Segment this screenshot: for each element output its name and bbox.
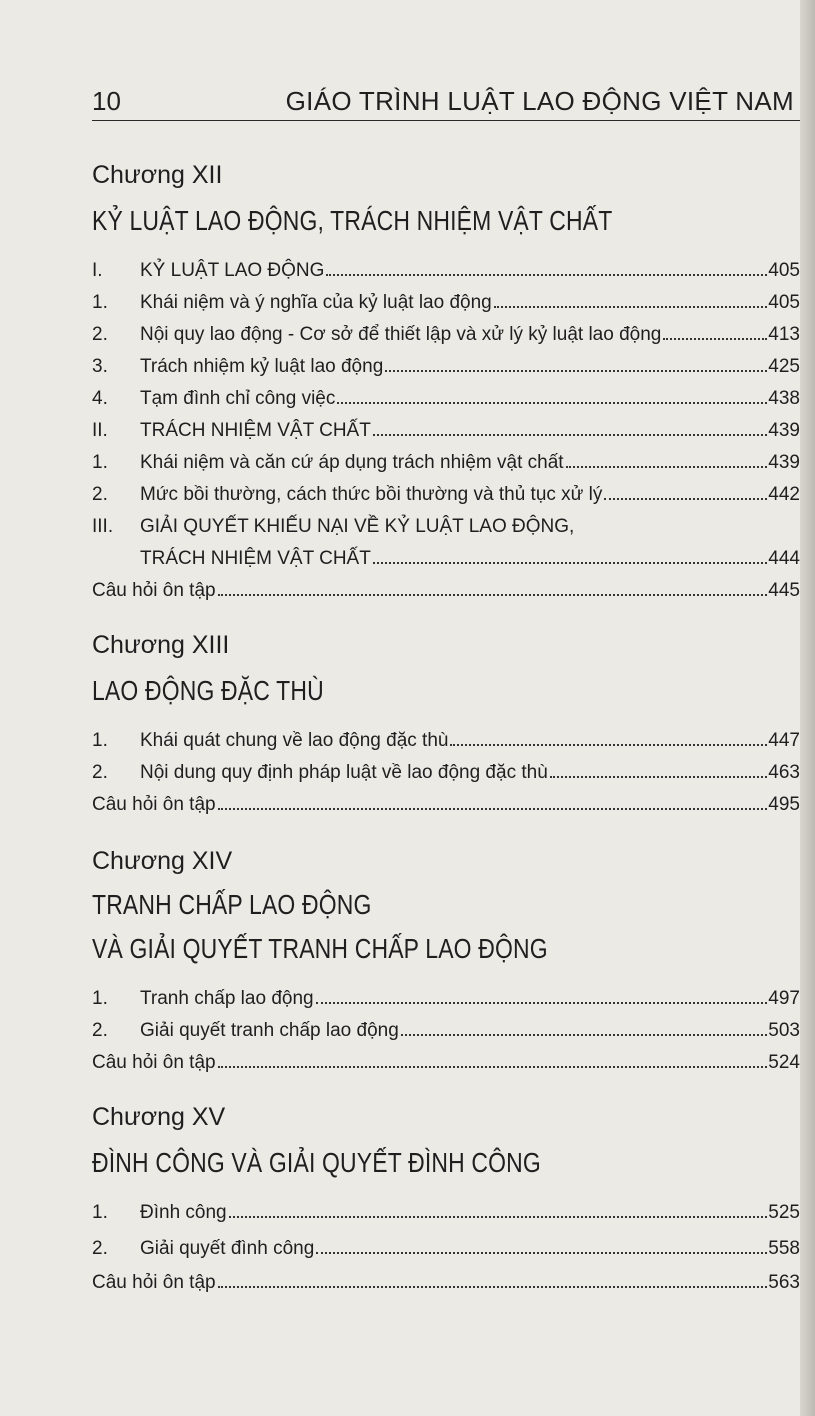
toc-entry: 1. Đình công 525 — [92, 1202, 800, 1223]
chapter-title: KỶ LUẬT LAO ĐỘNG, TRÁCH NHIỆM VẬT CHẤT — [92, 205, 613, 236]
chapter-label: Chương XV — [92, 1103, 226, 1131]
chapter-label: Chương XII — [92, 161, 223, 189]
toc-entry: 2. Giải quyết đình công 558 — [92, 1238, 800, 1259]
toc-review-entry: Câu hỏi ôn tập 495 — [92, 794, 800, 815]
toc-entry: 1. Khái quát chung về lao động đặc thù 447 — [92, 730, 800, 751]
toc-review-entry: Câu hỏi ôn tập 445 — [92, 580, 800, 601]
running-title: GIÁO TRÌNH LUẬT LAO ĐỘNG VIỆT NAM — [285, 86, 794, 116]
toc-entry: 1. Tranh chấp lao động 497 — [92, 988, 800, 1009]
toc-entry: 1. Khái niệm và căn cứ áp dụng trách nhiệm vật chất 439 — [92, 452, 800, 473]
chapter-title: LAO ĐỘNG ĐẶC THÙ — [92, 675, 324, 706]
toc-review-entry: Câu hỏi ôn tập 563 — [92, 1272, 800, 1293]
chapter-title: ĐÌNH CÔNG VÀ GIẢI QUYẾT ĐÌNH CÔNG — [92, 1147, 541, 1178]
page-header — [92, 84, 800, 121]
toc-entry: 4. Tạm đình chỉ công việc 438 — [92, 388, 800, 409]
chapter-label: Chương XIII — [92, 631, 230, 659]
toc-entry: I. KỶ LUẬT LAO ĐỘNG 405 — [92, 260, 800, 281]
chapter-label: Chương XIV — [92, 847, 233, 875]
chapter-title-line2: VÀ GIẢI QUYẾT TRANH CHẤP LAO ĐỘNG — [92, 933, 548, 964]
toc-entry: 2. Nội dung quy định pháp luật về lao động đặc thù 463 — [92, 762, 800, 783]
toc-entry: 2. Nội quy lao động - Cơ sở để thiết lập và xử lý kỷ luật lao động 413 — [92, 324, 800, 345]
chapter-title-line1: TRANH CHẤP LAO ĐỘNG — [92, 889, 372, 920]
toc-entry-heading-line: III. GIẢI QUYẾT KHIẾU NẠI VỀ KỶ LUẬT LAO ĐỘNG, — [92, 516, 575, 537]
toc-entry: 3. Trách nhiệm kỷ luật lao động 425 — [92, 356, 800, 377]
toc-entry: 1. Khái niệm và ý nghĩa của kỷ luật lao động 405 — [92, 292, 800, 313]
toc-entry: 2. Mức bồi thường, cách thức bồi thường và thủ tục xử lý 442 — [92, 484, 800, 505]
page-number: 10 — [92, 86, 121, 116]
toc-entry: II. TRÁCH NHIỆM VẬT CHẤT 439 — [92, 420, 800, 441]
toc-entry: 2. Giải quyết tranh chấp lao động 503 — [92, 1020, 800, 1041]
page-edge — [800, 0, 815, 1416]
toc-entry: TRÁCH NHIỆM VẬT CHẤT 444 — [140, 548, 800, 569]
toc-review-entry: Câu hỏi ôn tập 524 — [92, 1052, 800, 1073]
